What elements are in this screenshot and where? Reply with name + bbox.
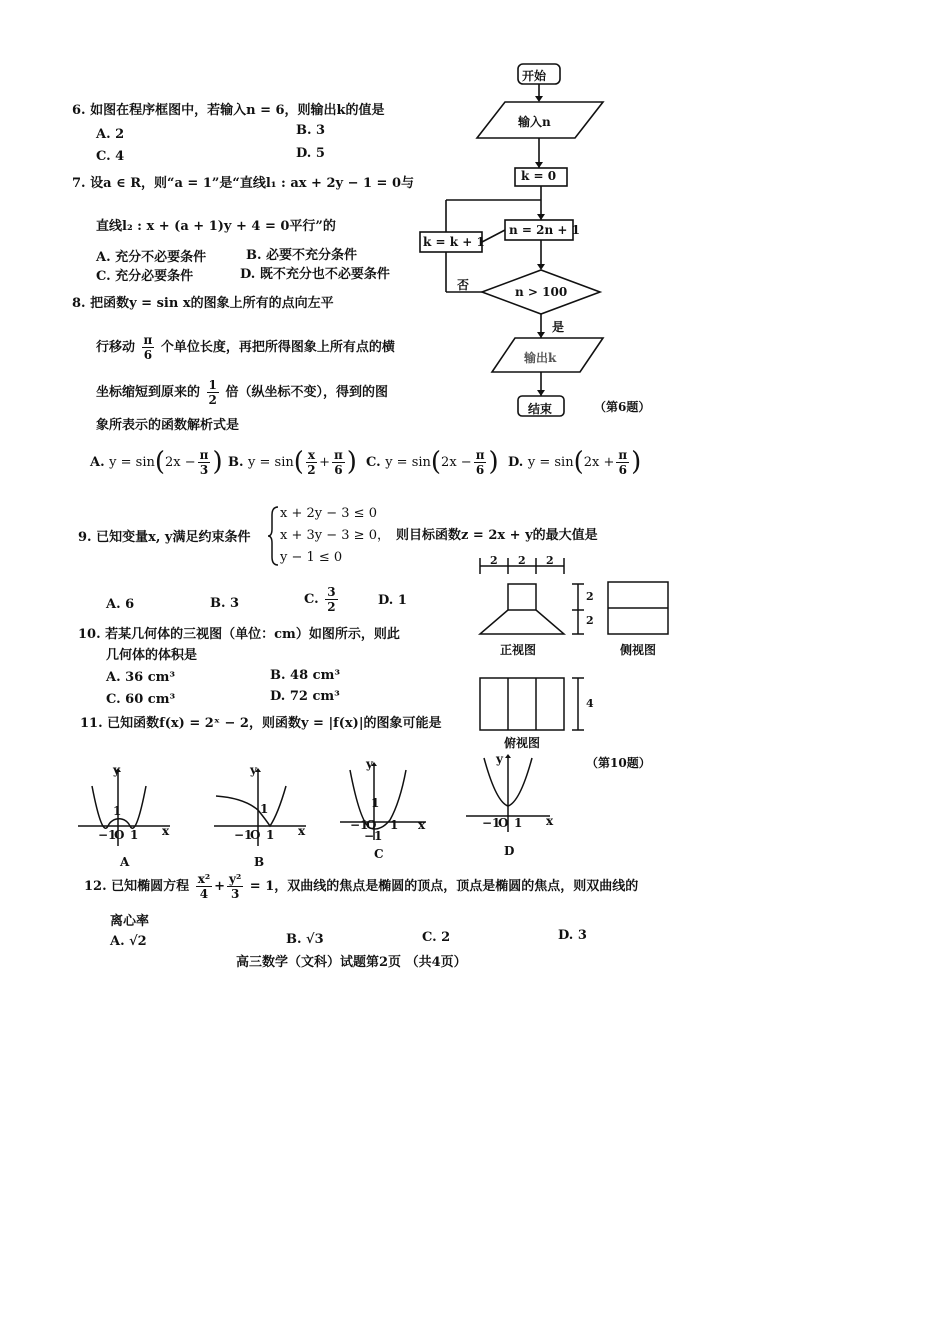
q10-stem-line2: 几何体的体积是: [106, 648, 198, 663]
q12-stem-line1: 12. 已知椭圆方程 $\frac{\text{x²}}{4}$ + $\frac{\text{y²}}{3}$ = 1，双曲线的焦点是椭圆的顶点，顶点是椭圆的焦点，则双曲线的: [84, 872, 639, 901]
q7-option-c: C. 充分必要条件: [96, 269, 194, 284]
flowchart-end-label: 结束: [528, 402, 553, 416]
q8-option-a: A. y = sin(2x − $\frac{\pi}{3}$ ): [90, 447, 223, 478]
fraction-pi-over-6: $\frac{\pi}{6}$: [143, 333, 153, 362]
front-view-label: 正视图: [500, 643, 537, 657]
q7-stem-line1: 7. 设a ∈ R，则“a = 1”是“直线l₁ : ax + 2y − 1 = 0与: [72, 176, 415, 191]
dim-right-1: 2: [586, 590, 594, 603]
graph-c-y-tick-1: 1: [371, 796, 380, 810]
graph-b-y-label: y: [250, 763, 257, 777]
q11-stem: 11. 已知函数f(x) = 2ˣ − 2，则函数y = |f(x)|的图象可能是: [80, 716, 442, 731]
graph-c-y-label: y: [366, 757, 373, 771]
flowchart-input-label: 输入n: [518, 115, 551, 129]
graph-b-origin: O: [250, 828, 261, 842]
dim-top-3: 2: [546, 554, 554, 567]
q7-option-b: B. 必要不充分条件: [246, 248, 358, 263]
graph-d-label: D: [504, 844, 515, 858]
graph-a-tick-neg1: −1: [98, 828, 117, 842]
q12-option-b: B. √3: [286, 932, 324, 947]
q8-stem-line3: 坐标缩短到原来的 $\frac{1}{2}$ 倍（纵坐标不变），得到的图: [96, 378, 388, 407]
graph-b-y-tick-1: 1: [260, 802, 269, 816]
flowchart-update-n-label: n = 2n + 1: [509, 223, 580, 237]
q8-stem-line2: 行移动 $\frac{\pi}{6}$ 个单位长度，再把所得图象上所有点的横: [96, 333, 395, 362]
q10-caption: （第10题）: [586, 756, 651, 770]
flowchart-no-label: 否: [457, 278, 470, 292]
graph-a-tick-1: 1: [130, 828, 139, 842]
graph-b-x-label: x: [298, 824, 306, 838]
q6-caption: （第6题）: [594, 400, 651, 414]
graph-a-y-label: y: [113, 763, 120, 777]
q9-option-d: D. 1: [378, 593, 407, 608]
graph-c-origin: O: [366, 818, 377, 832]
graph-d-x-label: x: [546, 814, 554, 828]
graph-a-x-label: x: [162, 824, 170, 838]
flowchart-update-k-label: k = k + 1: [423, 235, 485, 249]
graph-b-label: B: [254, 855, 265, 869]
q7-option-d: D. 既不充分也不必要条件: [240, 267, 390, 282]
q9-option-a: A. 6: [106, 597, 135, 612]
q12-stem-line2: 离心率: [110, 914, 150, 929]
graph-c-tick-1: 1: [390, 818, 399, 832]
q9-option-c: C. $\frac{3}{2}$: [304, 585, 336, 614]
q12-option-c: C. 2: [422, 930, 451, 945]
q7-option-a: A. 充分不必要条件: [96, 250, 207, 265]
graph-a-origin: O: [114, 828, 125, 842]
graph-b-tick-neg1: −1: [234, 828, 253, 842]
flowchart-yes-label: 是: [552, 320, 565, 334]
q9-constraint-3: y − 1 ≤ 0: [280, 550, 343, 565]
page-footer: 高三数学（文科）试题第2页 （共4页）: [236, 955, 467, 970]
graph-d-tick-neg1: −1: [482, 816, 501, 830]
flowchart-start-label: 开始: [522, 69, 547, 83]
q9-option-b: B. 3: [210, 596, 240, 611]
q12-option-d: D. 3: [558, 928, 587, 943]
q7-stem-line2: 直线l₂ : x + (a + 1)y + 4 = 0平行”的: [96, 219, 336, 234]
q10-option-d: D. 72 cm³: [270, 689, 340, 704]
q8-option-c: C. y = sin(2x − $\frac{\pi}{6}$ ): [366, 447, 499, 478]
q8-stem-line4: 象所表示的函数解析式是: [96, 418, 240, 433]
q10-option-c: C. 60 cm³: [106, 692, 176, 707]
dim-top-1: 2: [490, 554, 498, 567]
flowchart-init-label: k = 0: [521, 169, 557, 183]
graph-d-tick-1: 1: [514, 816, 523, 830]
q10-option-b: B. 48 cm³: [270, 668, 341, 683]
graph-c-tick-neg1: −1: [350, 818, 369, 832]
dim-right-2: 2: [586, 614, 594, 627]
dim-right-4: 4: [586, 697, 594, 710]
q6-option-a: A. 2: [96, 127, 125, 142]
graph-d-y-label: y: [496, 752, 503, 766]
q6-option-c: C. 4: [96, 149, 125, 164]
q12-option-a: A. √2: [110, 934, 147, 949]
graph-a-y-tick-1: 1: [113, 804, 122, 818]
graph-c-x-label: x: [418, 818, 426, 832]
q8-option-b: B. y = sin( $\frac{x}{2}$ + $\frac{\pi}{6}$ ): [228, 447, 357, 478]
q8-stem-line1: 8. 把函数y = sin x的图象上所有的点向左平: [72, 296, 334, 311]
side-view-label: 侧视图: [620, 643, 657, 657]
graph-b-tick-1: 1: [266, 828, 275, 842]
graph-a-label: A: [120, 855, 130, 869]
flowchart-output-label: 输出k: [524, 351, 557, 365]
q9-stem-post: 则目标函数z = 2x + y的最大值是: [396, 528, 598, 543]
flowchart-condition-label: n > 100: [515, 285, 568, 299]
q9-constraint-1: x + 2y − 3 ≤ 0: [280, 506, 377, 521]
q6-option-d: D. 5: [296, 146, 325, 161]
graph-c-y-tick-neg1: −1: [364, 829, 383, 843]
fraction-one-half: $\frac{1}{2}$: [208, 378, 217, 407]
top-view-label: 俯视图: [504, 736, 541, 750]
q9-brace: [268, 505, 280, 567]
top-view-shape: [480, 678, 564, 730]
q10-option-a: A. 36 cm³: [106, 670, 176, 685]
q6-stem: 6. 如图在程序框图中，若输入n = 6，则输出k的值是: [72, 103, 385, 118]
q8-option-d: D. y = sin(2x + $\frac{\pi}{6}$ ): [508, 447, 642, 478]
q9-stem-pre: 9. 已知变量x, y满足约束条件: [78, 530, 251, 545]
front-view-shape: [480, 584, 564, 634]
graph-c-label: C: [374, 847, 384, 861]
q6-option-b: B. 3: [296, 123, 326, 138]
graph-d-origin: O: [498, 816, 509, 830]
q9-constraint-2: x + 3y − 3 ≥ 0，: [280, 528, 390, 543]
q10-stem-line1: 10. 若某几何体的三视图（单位：cm）如图所示，则此: [78, 627, 400, 642]
dim-top-2: 2: [518, 554, 526, 567]
